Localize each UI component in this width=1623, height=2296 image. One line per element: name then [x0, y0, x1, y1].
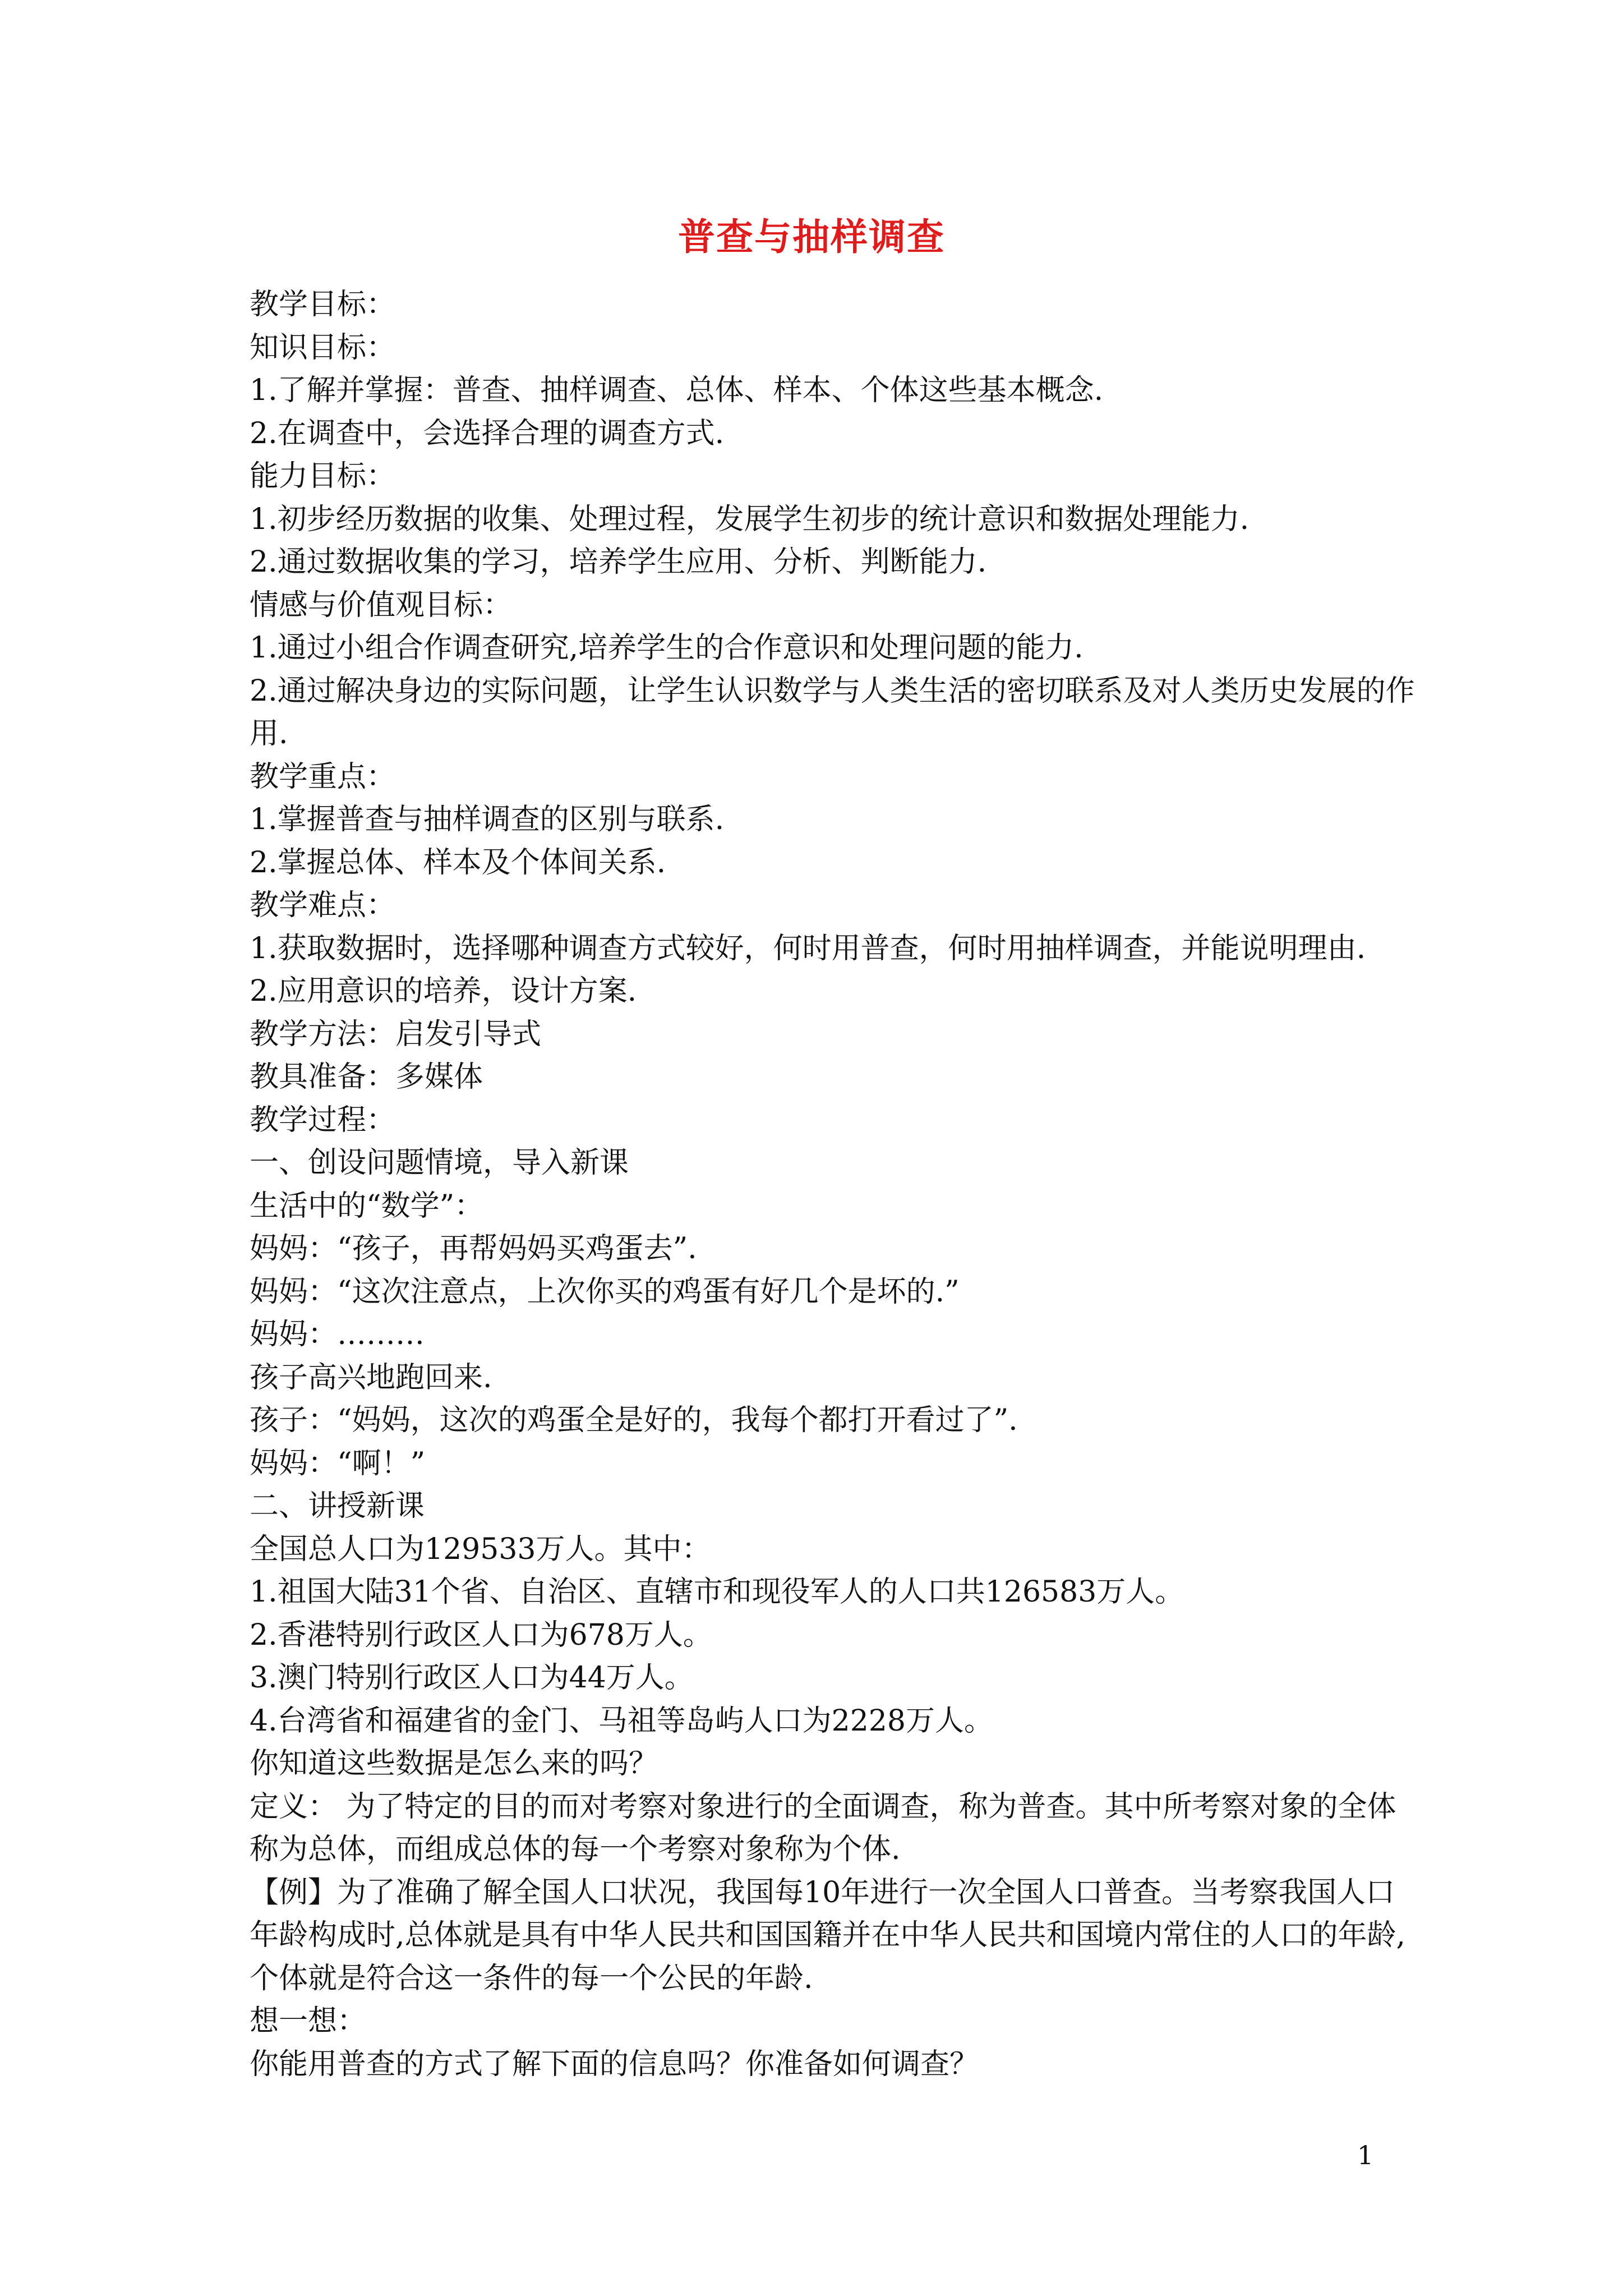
text-line: 2.掌握总体、样本及个体间关系. — [250, 845, 666, 880]
text-line: 2.通过解决身边的实际问题，让学生认识数学与人类生活的密切联系及对人类历史发展的作 — [250, 674, 1415, 708]
text-line: 1.获取数据时，选择哪种调查方式较好，何时用普查，何时用抽样调查，并能说明理由. — [250, 931, 1366, 965]
text-line: 生活中的“数学”： — [250, 1189, 484, 1223]
text-line: 教学目标： — [250, 288, 396, 321]
text-line: 用. — [250, 717, 288, 751]
text-line: 1.祖国大陆31个省、自治区、直辖市和现役军人的人口共126583万人。 — [250, 1575, 1184, 1609]
text-line: 情感与价值观目标： — [250, 588, 513, 622]
text-line: 妈妈：“啊！” — [250, 1446, 426, 1480]
text-line: 称为总体，而组成总体的每一个考察对象称为个体. — [250, 1833, 901, 1866]
text-line: 1.通过小组合作调查研究,培养学生的合作意识和处理问题的能力. — [250, 631, 1083, 665]
text-line: 孩子高兴地跑回来. — [250, 1360, 492, 1395]
text-line: 全国总人口为129533万人。其中： — [250, 1532, 711, 1566]
text-line: 教学过程： — [250, 1103, 396, 1137]
text-line: 2.通过数据收集的学习，培养学生应用、分析、判断能力. — [250, 545, 987, 579]
text-line: 1.掌握普查与抽样调查的区别与联系. — [250, 803, 725, 836]
text-line: 教学方法：启发引导式 — [250, 1017, 542, 1051]
text-line: 1.初步经历数据的收集、处理过程，发展学生初步的统计意识和数据处理能力. — [250, 502, 1249, 536]
text-line: 二、讲授新课 — [250, 1489, 425, 1523]
text-line: 孩子：“妈妈，这次的鸡蛋全是好的，我每个都打开看过了”. — [250, 1404, 1018, 1437]
text-line: 你知道这些数据是怎么来的吗？ — [250, 1747, 658, 1780]
page-title: 普查与抽样调查 — [678, 215, 945, 259]
text-line: 1.了解并掌握：普查、抽样调查、总体、样本、个体这些基本概念. — [250, 374, 1104, 407]
text-line: 2.应用意识的培养，设计方案. — [250, 974, 637, 1008]
text-line: 你能用普查的方式了解下面的信息吗？你准备如何调查？ — [250, 2047, 979, 2081]
text-line: 定义： 为了特定的目的而对考察对象进行的全面调查，称为普查。其中所考察对象的全体 — [250, 1789, 1396, 1824]
text-line: 妈妈：……… — [250, 1318, 425, 1351]
document-body — [250, 283, 1415, 2086]
text-line: 3.澳门特别行政区人口为44万人。 — [250, 1661, 694, 1695]
text-line: 想一想： — [250, 2004, 367, 2038]
text-line: 妈妈：“孩子，再帮妈妈买鸡蛋去”. — [250, 1232, 697, 1266]
text-line: 教具准备：多媒体 — [250, 1060, 483, 1094]
text-line: 知识目标： — [250, 330, 396, 365]
text-line: 2.香港特别行政区人口为678万人。 — [250, 1618, 712, 1652]
text-line: 教学重点： — [250, 760, 396, 794]
text-line: 2.在调查中，会选择合理的调查方式. — [250, 416, 725, 450]
page-number: 1 — [1357, 2140, 1374, 2170]
text-line: 妈妈：“这次注意点，上次你买的鸡蛋有好几个是坏的.” — [250, 1274, 960, 1309]
text-line: 一、创设问题情境，导入新课 — [250, 1146, 629, 1180]
text-line: 4.台湾省和福建省的金门、马祖等岛屿人口为2228万人。 — [250, 1704, 993, 1738]
text-line: 【例】为了准确了解全国人口状况，我国每10年进行一次全国人口普查。当考察我国人口 — [250, 1875, 1395, 1910]
text-line: 个体就是符合这一条件的每一个公民的年龄. — [250, 1961, 813, 1995]
text-line: 教学难点： — [250, 889, 396, 922]
text-line: 能力目标： — [250, 459, 396, 493]
text-line: 年龄构成时,总体就是具有中华人民共和国国籍并在中华人民共和国境内常住的人口的年龄, — [250, 1918, 1406, 1952]
